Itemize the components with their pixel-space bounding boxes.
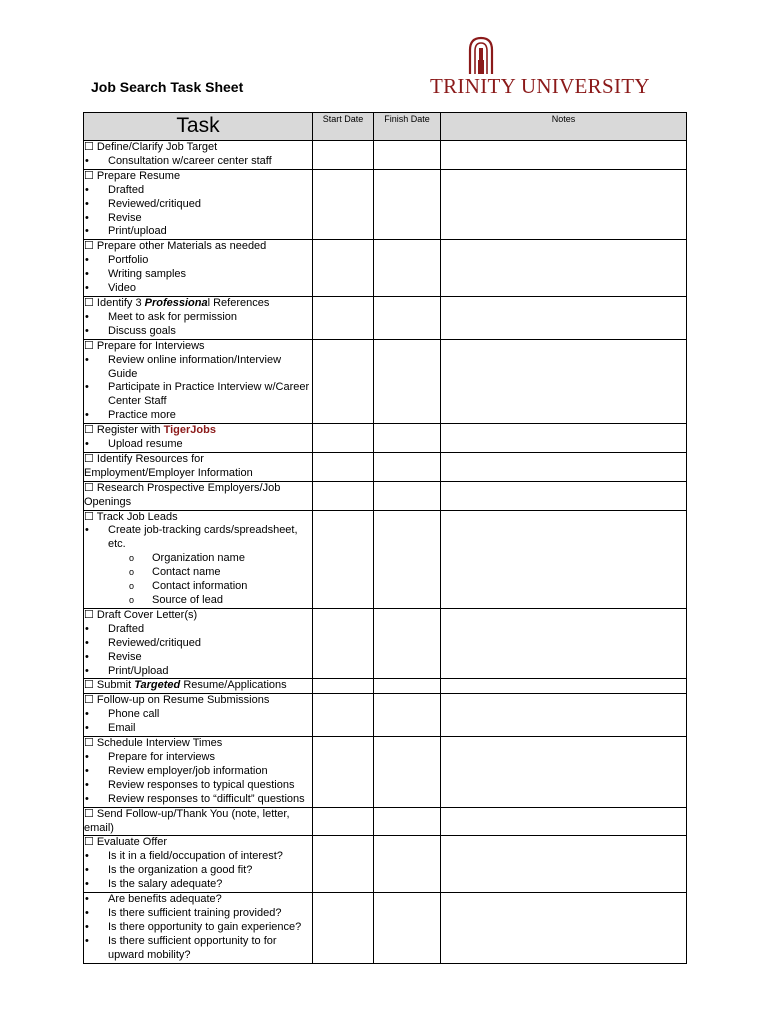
notes-cell[interactable] <box>441 510 687 608</box>
task-bullet: • Is there sufficient training provided? <box>84 907 312 921</box>
task-bullet: • Print/upload <box>84 225 312 239</box>
start-date-cell[interactable] <box>313 296 374 339</box>
university-logo <box>430 36 690 98</box>
task-bullet: • Video <box>84 282 312 296</box>
start-date-cell[interactable] <box>313 481 374 510</box>
finish-date-cell[interactable] <box>374 694 441 737</box>
notes-cell[interactable] <box>441 339 687 423</box>
table-row <box>84 296 687 339</box>
task-title <box>84 679 312 693</box>
task-bullet: • Email <box>84 722 312 736</box>
task-title-segment: Professiona <box>144 296 208 309</box>
finish-date-cell[interactable] <box>374 836 441 893</box>
start-date-cell[interactable] <box>313 169 374 240</box>
table-row <box>84 893 687 964</box>
task-bullet: • Participate in Practice Interview w/Career Center Staff <box>84 381 312 409</box>
table-row <box>84 807 687 836</box>
finish-date-cell[interactable] <box>374 169 441 240</box>
task-title-segment: Resume/Applications <box>180 679 287 692</box>
notes-cell[interactable] <box>441 296 687 339</box>
task-title-segment: ☐ Register with <box>84 424 164 437</box>
task-bullet: • Prepare for interviews <box>84 751 312 765</box>
task-bullet: • Are benefits adequate? <box>84 893 312 907</box>
task-bullet: • Print/Upload <box>84 665 312 679</box>
table-row <box>84 481 687 510</box>
page-title: Job Search Task Sheet <box>91 79 244 95</box>
finish-date-cell[interactable] <box>374 737 441 808</box>
task-title <box>84 297 312 311</box>
notes-cell[interactable] <box>441 807 687 836</box>
finish-date-cell[interactable] <box>374 141 441 170</box>
finish-date-cell[interactable] <box>374 481 441 510</box>
start-date-cell[interactable] <box>313 608 374 679</box>
task-bullet: • Drafted <box>84 184 312 198</box>
task-sub-bullet: o Source of lead <box>84 594 312 608</box>
notes-cell[interactable] <box>441 240 687 297</box>
task-title <box>84 170 312 184</box>
notes-cell[interactable] <box>441 481 687 510</box>
task-bullet: • Phone call <box>84 708 312 722</box>
task-bullet: • Is the organization a good fit? <box>84 864 312 878</box>
start-date-cell[interactable] <box>313 893 374 964</box>
finish-date-cell[interactable] <box>374 608 441 679</box>
table-row <box>84 608 687 679</box>
university-name: TRINITY UNIVERSITY <box>430 74 650 98</box>
task-title-segment: Targeted <box>134 679 181 692</box>
task-cell <box>84 807 313 836</box>
task-bullet: • Review employer/job information <box>84 765 312 779</box>
notes-cell[interactable] <box>441 694 687 737</box>
task-cell <box>84 737 313 808</box>
task-bullet: • Upload resume <box>84 438 312 452</box>
task-title-segment: ☐ Schedule Interview Times <box>84 737 223 750</box>
notes-cell[interactable] <box>441 169 687 240</box>
task-cell <box>84 608 313 679</box>
finish-date-cell[interactable] <box>374 339 441 423</box>
task-title-segment: ☐ Track Job Leads <box>84 510 178 523</box>
task-bullet: • Create job-tracking cards/spreadsheet, etc. <box>84 524 312 552</box>
column-header-start-date: Start Date <box>313 113 374 141</box>
task-title <box>84 808 312 836</box>
column-header-notes: Notes <box>441 113 687 141</box>
task-title-segment: ☐ Identify 3 <box>84 296 145 309</box>
task-bullet: • Review responses to typical questions <box>84 779 312 793</box>
task-bullet: • Drafted <box>84 623 312 637</box>
task-title-segment: ☐ Identify Resources for Employment/Employer Information <box>84 452 253 479</box>
start-date-cell[interactable] <box>313 141 374 170</box>
notes-cell[interactable] <box>441 424 687 453</box>
task-bullet: • Revise <box>84 212 312 226</box>
notes-cell[interactable] <box>441 893 687 964</box>
task-title <box>84 694 312 708</box>
start-date-cell[interactable] <box>313 452 374 481</box>
task-bullet: • Reviewed/critiqued <box>84 637 312 651</box>
task-title <box>84 453 312 481</box>
finish-date-cell[interactable] <box>374 679 441 694</box>
task-bullet: • Practice more <box>84 409 312 423</box>
task-bullet: • Review responses to “difficult” questions <box>84 793 312 807</box>
task-title <box>84 482 312 510</box>
task-bullet: • Is there opportunity to gain experience? <box>84 921 312 935</box>
task-title-segment: ☐ Define/Clarify Job Target <box>84 141 218 153</box>
task-title-segment: ☐ Send Follow-up/Thank You (note, letter, email) <box>84 807 290 834</box>
table-row <box>84 510 687 608</box>
notes-cell[interactable] <box>441 679 687 694</box>
task-sub-bullet: o Organization name <box>84 552 312 566</box>
start-date-cell[interactable] <box>313 836 374 893</box>
notes-cell[interactable] <box>441 452 687 481</box>
task-bullet: • Revise <box>84 651 312 665</box>
column-header-task: Task <box>84 113 313 141</box>
task-cell <box>84 836 313 893</box>
notes-cell[interactable] <box>441 608 687 679</box>
table-row <box>84 339 687 423</box>
task-cell <box>84 481 313 510</box>
tower-icon <box>466 36 496 76</box>
notes-cell[interactable] <box>441 737 687 808</box>
finish-date-cell[interactable] <box>374 807 441 836</box>
table-row <box>84 240 687 297</box>
task-bullet: • Reviewed/critiqued <box>84 198 312 212</box>
task-cell <box>84 339 313 423</box>
finish-date-cell[interactable] <box>374 452 441 481</box>
start-date-cell[interactable] <box>313 424 374 453</box>
finish-date-cell[interactable] <box>374 510 441 608</box>
task-title <box>84 240 312 254</box>
task-title-segment: ☐ Follow-up on Resume Submissions <box>84 694 270 707</box>
task-bullet: • Meet to ask for permission <box>84 311 312 325</box>
task-cell <box>84 240 313 297</box>
task-bullet: • Is there sufficient opportunity to for upward mobility? <box>84 935 312 963</box>
task-title <box>84 511 312 525</box>
task-cell <box>84 510 313 608</box>
finish-date-cell[interactable] <box>374 296 441 339</box>
task-cell <box>84 893 313 964</box>
task-cell <box>84 296 313 339</box>
column-header-finish-date: Finish Date <box>374 113 441 141</box>
finish-date-cell[interactable] <box>374 893 441 964</box>
task-sub-bullet: o Contact name <box>84 566 312 580</box>
task-cell <box>84 679 313 694</box>
task-title <box>84 424 312 438</box>
finish-date-cell[interactable] <box>374 424 441 453</box>
table-row <box>84 836 687 893</box>
task-title-segment: ☐ Prepare for Interviews <box>84 339 205 352</box>
task-title <box>84 737 312 751</box>
table-row <box>84 141 687 170</box>
start-date-cell[interactable] <box>313 240 374 297</box>
table-row <box>84 679 687 694</box>
table-row <box>84 424 687 453</box>
start-date-cell[interactable] <box>313 807 374 836</box>
task-cell <box>84 452 313 481</box>
task-cell <box>84 694 313 737</box>
task-title-segment: l References <box>207 296 270 309</box>
task-title-segment: ☐ Draft Cover Letter(s) <box>84 608 198 621</box>
task-bullet: • Writing samples <box>84 268 312 282</box>
table-row <box>84 737 687 808</box>
task-title-segment: ☐ Prepare Resume <box>84 169 181 182</box>
task-title <box>84 340 312 354</box>
task-title-segment: TigerJobs <box>163 424 216 437</box>
task-cell <box>84 424 313 453</box>
start-date-cell[interactable] <box>313 679 374 694</box>
notes-cell[interactable] <box>441 836 687 893</box>
task-title <box>84 141 312 155</box>
task-bullet: • Consultation w/career center staff <box>84 155 312 169</box>
task-title-segment: ☐ Research Prospective Employers/Job Openings <box>84 481 281 508</box>
task-bullet: • Discuss goals <box>84 325 312 339</box>
task-cell <box>84 141 313 170</box>
notes-cell[interactable] <box>441 141 687 170</box>
task-title <box>84 609 312 623</box>
task-title-segment: ☐ Prepare other Materials as needed <box>84 240 267 253</box>
task-cell <box>84 169 313 240</box>
start-date-cell[interactable] <box>313 510 374 608</box>
table-row <box>84 694 687 737</box>
finish-date-cell[interactable] <box>374 240 441 297</box>
start-date-cell[interactable] <box>313 339 374 423</box>
task-title-segment: ☐ Submit <box>84 679 135 692</box>
task-bullet: • Review online information/Interview Guide <box>84 354 312 382</box>
start-date-cell[interactable] <box>313 737 374 808</box>
task-table <box>83 112 687 964</box>
start-date-cell[interactable] <box>313 694 374 737</box>
task-sub-bullet: o Contact information <box>84 580 312 594</box>
table-row <box>84 452 687 481</box>
task-bullet: • Is it in a field/occupation of interest? <box>84 850 312 864</box>
task-title <box>84 836 312 850</box>
task-bullet: • Is the salary adequate? <box>84 878 312 892</box>
task-bullet: • Portfolio <box>84 254 312 268</box>
task-title-segment: ☐ Evaluate Offer <box>84 836 168 849</box>
table-row <box>84 169 687 240</box>
table-header-row <box>84 113 687 141</box>
